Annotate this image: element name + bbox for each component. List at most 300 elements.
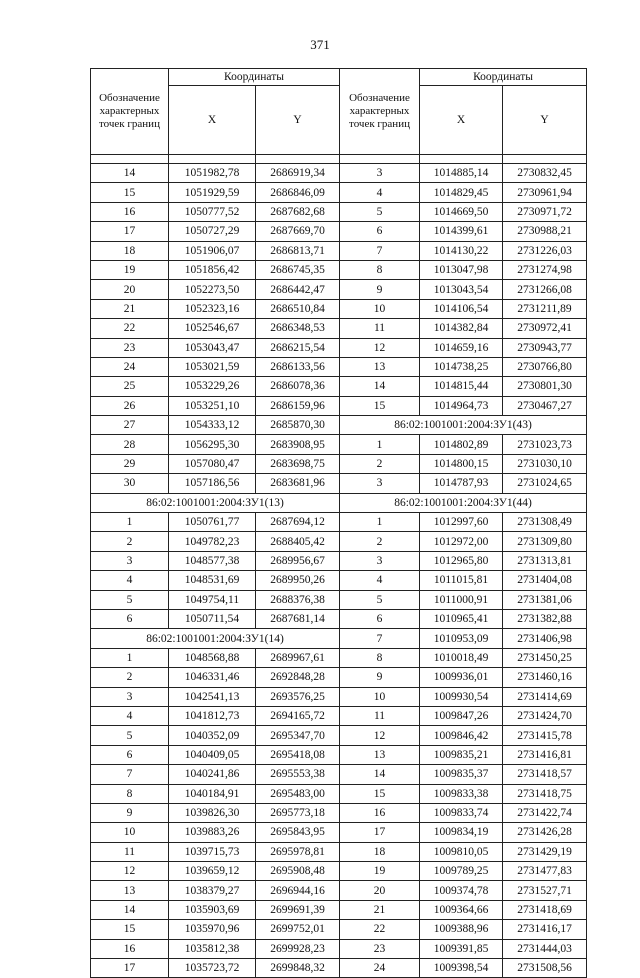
y-value-right: 2731416,81: [503, 745, 587, 764]
point-number-left: 2: [91, 668, 169, 687]
point-label-line: характерных: [349, 105, 410, 117]
y-value-right: 2730971,72: [503, 202, 587, 221]
table-row: [91, 164, 587, 183]
x-value-right: 1014382,84: [420, 319, 503, 338]
point-number-right: 15: [340, 784, 420, 803]
x-value-right: 1009789,25: [420, 862, 503, 881]
table-row: [91, 454, 587, 473]
x-value-left: 1039715,73: [169, 842, 256, 861]
x-value-right: 1014815,44: [420, 377, 503, 396]
point-number-left: 12: [91, 862, 169, 881]
table-row: [91, 959, 587, 978]
y-value-left: 2683698,75: [256, 454, 340, 473]
point-number-left: 24: [91, 357, 169, 376]
y-value-right: 2731414,69: [503, 687, 587, 706]
point-number-right: 18: [340, 842, 420, 861]
table-row: [91, 784, 587, 803]
x-value-right: 1009810,05: [420, 842, 503, 861]
point-number-right: 20: [340, 881, 420, 900]
point-number-right: 7: [340, 629, 420, 648]
point-number-right: 12: [340, 338, 420, 357]
table-row: [91, 357, 587, 376]
table-row: [91, 900, 587, 919]
y-header-right: Y: [503, 86, 587, 155]
table-row: [91, 920, 587, 939]
table-row: [91, 726, 587, 745]
y-value-right: 2731313,81: [503, 551, 587, 570]
coordinates-header-left: Координаты: [169, 69, 340, 86]
point-number-right: 1: [340, 513, 420, 532]
point-number-right: 11: [340, 319, 420, 338]
x-value-right: 1012997,60: [420, 513, 503, 532]
point-number-right: 24: [340, 959, 420, 978]
y-value-left: 2699848,32: [256, 959, 340, 978]
table-row: [91, 299, 587, 318]
y-value-left: 2686215,54: [256, 338, 340, 357]
point-label-line: точек границ: [99, 118, 160, 130]
x-value-right: 1010965,41: [420, 609, 503, 628]
table-row: [91, 222, 587, 241]
x-value-left: 1035903,69: [169, 900, 256, 919]
point-number-left: 14: [91, 900, 169, 919]
x-value-left: 1039826,30: [169, 803, 256, 822]
table-row: [91, 842, 587, 861]
point-number-right: 4: [340, 183, 420, 202]
x-value-left: 1051929,59: [169, 183, 256, 202]
y-value-left: 2695843,95: [256, 823, 340, 842]
x-value-right: 1009834,19: [420, 823, 503, 842]
x-value-right: 1011000,91: [420, 590, 503, 609]
y-value-right: 2730943,77: [503, 338, 587, 357]
x-value-right: 1014964,73: [420, 396, 503, 415]
x-value-left: 1038379,27: [169, 881, 256, 900]
point-number-left: 7: [91, 765, 169, 784]
point-number-right: 14: [340, 377, 420, 396]
table-row: [91, 706, 587, 725]
y-value-right: 2731274,98: [503, 260, 587, 279]
y-value-left: 2688405,42: [256, 532, 340, 551]
x-value-left: 1035812,38: [169, 939, 256, 958]
table-row: [91, 474, 587, 493]
point-number-left: 13: [91, 881, 169, 900]
x-value-left: 1035970,96: [169, 920, 256, 939]
point-number-right: 2: [340, 454, 420, 473]
table-row: [91, 377, 587, 396]
y-value-right: 2730467,27: [503, 396, 587, 415]
point-number-right: 16: [340, 803, 420, 822]
y-value-right: 2731422,74: [503, 803, 587, 822]
point-number-left: 15: [91, 183, 169, 202]
point-number-left: 8: [91, 784, 169, 803]
x-value-left: 1052323,16: [169, 299, 256, 318]
x-value-right: 1009846,42: [420, 726, 503, 745]
y-value-left: 2695553,38: [256, 765, 340, 784]
point-number-left: 4: [91, 571, 169, 590]
y-value-left: 2683681,96: [256, 474, 340, 493]
x-value-left: 1057080,47: [169, 454, 256, 473]
x-value-right: 1014802,89: [420, 435, 503, 454]
point-number-right: 3: [340, 551, 420, 570]
x-value-right: 1009398,54: [420, 959, 503, 978]
y-value-left: 2686348,53: [256, 319, 340, 338]
y-value-left: 2696944,16: [256, 881, 340, 900]
point-number-right: 13: [340, 745, 420, 764]
x-value-right: 1014885,14: [420, 164, 503, 183]
y-value-left: 2686133,56: [256, 357, 340, 376]
y-value-left: 2695347,70: [256, 726, 340, 745]
section-label-left: 86:02:1001001:2004:ЗУ1(14): [91, 629, 340, 648]
x-value-right: 1014130,22: [420, 241, 503, 260]
x-value-left: 1053021,59: [169, 357, 256, 376]
point-number-left: 16: [91, 939, 169, 958]
y-value-right: 2731382,88: [503, 609, 587, 628]
table-row: [91, 260, 587, 279]
x-value-right: 1012972,00: [420, 532, 503, 551]
x-value-left: 1048568,88: [169, 648, 256, 667]
point-number-left: 6: [91, 609, 169, 628]
x-value-left: 1053251,10: [169, 396, 256, 415]
x-value-right: 1012965,80: [420, 551, 503, 570]
table-row: [91, 319, 587, 338]
y-value-left: 2695418,08: [256, 745, 340, 764]
x-value-left: 1039659,12: [169, 862, 256, 881]
y-value-left: 2695978,81: [256, 842, 340, 861]
x-value-left: 1056295,30: [169, 435, 256, 454]
point-number-left: 17: [91, 222, 169, 241]
point-number-right: 23: [340, 939, 420, 958]
x-value-right: 1014659,16: [420, 338, 503, 357]
x-value-left: 1042541,13: [169, 687, 256, 706]
x-value-right: 1014738,25: [420, 357, 503, 376]
y-value-right: 2731418,75: [503, 784, 587, 803]
point-label-line: точек границ: [349, 118, 410, 130]
y-value-left: 2687669,70: [256, 222, 340, 241]
y-value-right: 2731477,83: [503, 862, 587, 881]
point-number-left: 4: [91, 706, 169, 725]
table-row: [91, 881, 587, 900]
point-number-left: 3: [91, 687, 169, 706]
x-value-right: 1014829,45: [420, 183, 503, 202]
x-value-right: 1009833,38: [420, 784, 503, 803]
x-value-left: 1049754,11: [169, 590, 256, 609]
x-header-right: X: [420, 86, 503, 155]
y-value-left: 2686813,71: [256, 241, 340, 260]
x-value-left: 1050711,54: [169, 609, 256, 628]
y-value-left: 2689956,67: [256, 551, 340, 570]
y-value-left: 2699752,01: [256, 920, 340, 939]
y-value-left: 2689967,61: [256, 648, 340, 667]
x-value-left: 1051982,78: [169, 164, 256, 183]
point-number-left: 1: [91, 513, 169, 532]
x-value-right: 1009847,26: [420, 706, 503, 725]
y-value-right: 2731424,70: [503, 706, 587, 725]
y-value-right: 2731426,28: [503, 823, 587, 842]
y-value-right: 2731024,65: [503, 474, 587, 493]
y-value-right: 2731460,16: [503, 668, 587, 687]
x-value-left: 1039883,26: [169, 823, 256, 842]
y-value-left: 2699691,39: [256, 900, 340, 919]
point-number-left: 19: [91, 260, 169, 279]
x-value-left: 1048577,38: [169, 551, 256, 570]
point-number-left: 23: [91, 338, 169, 357]
x-value-right: 1009364,66: [420, 900, 503, 919]
coordinates-header-right: Координаты: [420, 69, 587, 86]
y-value-left: 2686919,34: [256, 164, 340, 183]
x-value-left: 1040184,91: [169, 784, 256, 803]
section-label-right: 86:02:1001001:2004:ЗУ1(44): [340, 493, 587, 512]
point-number-right: 5: [340, 202, 420, 221]
y-value-right: 2731404,08: [503, 571, 587, 590]
y-value-right: 2731418,57: [503, 765, 587, 784]
point-number-right: 10: [340, 299, 420, 318]
y-value-right: 2730766,80: [503, 357, 587, 376]
point-number-left: 5: [91, 590, 169, 609]
y-value-left: 2686846,09: [256, 183, 340, 202]
point-number-left: 28: [91, 435, 169, 454]
y-value-left: 2686745,35: [256, 260, 340, 279]
x-value-left: 1041812,73: [169, 706, 256, 725]
point-number-right: 17: [340, 823, 420, 842]
point-number-left: 21: [91, 299, 169, 318]
y-value-left: 2695773,18: [256, 803, 340, 822]
x-value-left: 1046331,46: [169, 668, 256, 687]
point-label-line: характерных: [99, 105, 160, 117]
point-number-right: 2: [340, 532, 420, 551]
point-number-left: 9: [91, 803, 169, 822]
point-number-left: 6: [91, 745, 169, 764]
y-value-right: 2730972,41: [503, 319, 587, 338]
point-number-right: 9: [340, 280, 420, 299]
point-number-right: 8: [340, 260, 420, 279]
x-value-left: 1053043,47: [169, 338, 256, 357]
y-value-left: 2695483,00: [256, 784, 340, 803]
x-value-right: 1009374,78: [420, 881, 503, 900]
table-row: [91, 590, 587, 609]
x-value-left: 1054333,12: [169, 416, 256, 435]
point-number-right: 4: [340, 571, 420, 590]
y-value-left: 2686510,84: [256, 299, 340, 318]
point-number-right: 10: [340, 687, 420, 706]
x-value-left: 1040241,86: [169, 765, 256, 784]
point-number-left: 3: [91, 551, 169, 570]
point-number-left: 25: [91, 377, 169, 396]
y-value-left: 2686078,36: [256, 377, 340, 396]
y-value-right: 2731416,17: [503, 920, 587, 939]
point-number-left: 11: [91, 842, 169, 861]
x-value-right: 1009936,01: [420, 668, 503, 687]
y-value-right: 2730801,30: [503, 377, 587, 396]
table-row: [91, 803, 587, 822]
point-number-left: 14: [91, 164, 169, 183]
table-row: [91, 648, 587, 667]
table-row: [91, 862, 587, 881]
point-number-left: 29: [91, 454, 169, 473]
x-header-left: X: [169, 86, 256, 155]
y-value-left: 2689950,26: [256, 571, 340, 590]
y-value-right: 2730832,45: [503, 164, 587, 183]
x-value-right: 1013043,54: [420, 280, 503, 299]
point-label-line: Обозначение: [349, 92, 410, 104]
x-value-left: 1048531,69: [169, 571, 256, 590]
point-label-line: Обозначение: [99, 92, 160, 104]
y-value-left: 2687682,68: [256, 202, 340, 221]
table-row: [91, 280, 587, 299]
x-value-left: 1035723,72: [169, 959, 256, 978]
x-value-left: 1050777,52: [169, 202, 256, 221]
y-value-left: 2695908,48: [256, 862, 340, 881]
table-row: [91, 435, 587, 454]
table-row: [91, 241, 587, 260]
table-row: [91, 629, 587, 648]
x-value-right: 1009835,37: [420, 765, 503, 784]
table-row: [91, 202, 587, 221]
x-value-right: 1009391,85: [420, 939, 503, 958]
x-value-right: 1009835,21: [420, 745, 503, 764]
x-value-right: 1014800,15: [420, 454, 503, 473]
y-value-left: 2693576,25: [256, 687, 340, 706]
x-value-left: 1049782,23: [169, 532, 256, 551]
table-row: [91, 416, 587, 435]
table-row: [91, 532, 587, 551]
table-row: [91, 687, 587, 706]
y-value-right: 2731266,08: [503, 280, 587, 299]
y-value-left: 2699928,23: [256, 939, 340, 958]
table-row: [91, 493, 587, 512]
point-number-left: 20: [91, 280, 169, 299]
x-value-left: 1050761,77: [169, 513, 256, 532]
point-number-left: 27: [91, 416, 169, 435]
point-number-right: 12: [340, 726, 420, 745]
x-value-right: 1014399,61: [420, 222, 503, 241]
y-value-right: 2731429,19: [503, 842, 587, 861]
table-row: [91, 939, 587, 958]
point-number-right: 15: [340, 396, 420, 415]
point-number-left: 5: [91, 726, 169, 745]
section-label-right: 86:02:1001001:2004:ЗУ1(43): [340, 416, 587, 435]
x-value-right: 1013047,98: [420, 260, 503, 279]
x-value-right: 1009930,54: [420, 687, 503, 706]
y-value-right: 2731450,25: [503, 648, 587, 667]
point-number-right: 13: [340, 357, 420, 376]
y-value-right: 2731444,03: [503, 939, 587, 958]
x-value-left: 1052546,67: [169, 319, 256, 338]
x-value-left: 1053229,26: [169, 377, 256, 396]
y-value-right: 2731406,98: [503, 629, 587, 648]
table-row: [91, 338, 587, 357]
table-row: [91, 183, 587, 202]
x-value-left: 1052273,50: [169, 280, 256, 299]
point-label-header-right: [340, 69, 420, 155]
point-number-right: 1: [340, 435, 420, 454]
y-value-right: 2731508,56: [503, 959, 587, 978]
x-value-left: 1040352,09: [169, 726, 256, 745]
x-value-left: 1050727,29: [169, 222, 256, 241]
coordinates-table: [90, 68, 587, 978]
point-label-header-left: [91, 69, 169, 155]
y-value-right: 2731418,69: [503, 900, 587, 919]
point-number-right: 6: [340, 609, 420, 628]
x-value-left: 1051856,42: [169, 260, 256, 279]
y-value-left: 2694165,72: [256, 706, 340, 725]
table-row: [91, 396, 587, 415]
y-value-left: 2687694,12: [256, 513, 340, 532]
point-number-left: 15: [91, 920, 169, 939]
point-number-right: 5: [340, 590, 420, 609]
y-value-right: 2731527,71: [503, 881, 587, 900]
table-row: [91, 513, 587, 532]
x-value-right: 1011015,81: [420, 571, 503, 590]
point-number-right: 3: [340, 164, 420, 183]
y-value-right: 2731309,80: [503, 532, 587, 551]
point-number-left: 30: [91, 474, 169, 493]
y-value-right: 2731381,06: [503, 590, 587, 609]
x-value-right: 1014669,50: [420, 202, 503, 221]
y-value-right: 2731308,49: [503, 513, 587, 532]
y-value-right: 2731415,78: [503, 726, 587, 745]
point-number-left: 10: [91, 823, 169, 842]
x-value-left: 1051906,07: [169, 241, 256, 260]
table-header: [91, 69, 587, 164]
y-value-left: 2683908,95: [256, 435, 340, 454]
point-number-left: 18: [91, 241, 169, 260]
x-value-right: 1014106,54: [420, 299, 503, 318]
x-value-right: 1010953,09: [420, 629, 503, 648]
page-number: 371: [310, 37, 330, 52]
table-row: [91, 823, 587, 842]
point-number-right: 11: [340, 706, 420, 725]
point-number-right: 19: [340, 862, 420, 881]
point-number-right: 7: [340, 241, 420, 260]
point-number-left: 22: [91, 319, 169, 338]
point-number-right: 6: [340, 222, 420, 241]
section-label-left: 86:02:1001001:2004:ЗУ1(13): [91, 493, 340, 512]
point-number-right: 3: [340, 474, 420, 493]
y-value-right: 2731226,03: [503, 241, 587, 260]
y-value-right: 2731023,73: [503, 435, 587, 454]
y-value-left: 2685870,30: [256, 416, 340, 435]
table-row: [91, 551, 587, 570]
y-value-left: 2688376,38: [256, 590, 340, 609]
x-value-right: 1010018,49: [420, 648, 503, 667]
y-value-left: 2686159,96: [256, 396, 340, 415]
x-value-right: 1009833,74: [420, 803, 503, 822]
table-row: [91, 571, 587, 590]
table-row: [91, 765, 587, 784]
y-header-left: Y: [256, 86, 340, 155]
table-row: [91, 609, 587, 628]
point-number-right: 9: [340, 668, 420, 687]
point-number-left: 26: [91, 396, 169, 415]
y-value-right: 2731030,10: [503, 454, 587, 473]
point-number-left: 16: [91, 202, 169, 221]
table-row: [91, 745, 587, 764]
y-value-right: 2731211,89: [503, 299, 587, 318]
point-number-right: 21: [340, 900, 420, 919]
point-number-left: 2: [91, 532, 169, 551]
point-number-right: 8: [340, 648, 420, 667]
y-value-right: 2730988,21: [503, 222, 587, 241]
point-number-right: 14: [340, 765, 420, 784]
y-value-left: 2687681,14: [256, 609, 340, 628]
y-value-left: 2692848,28: [256, 668, 340, 687]
header-spacer-row: [91, 155, 587, 164]
point-number-right: 22: [340, 920, 420, 939]
x-value-right: 1009388,96: [420, 920, 503, 939]
x-value-left: 1057186,56: [169, 474, 256, 493]
table-body: [91, 164, 587, 978]
point-number-left: 1: [91, 648, 169, 667]
table-row: [91, 668, 587, 687]
